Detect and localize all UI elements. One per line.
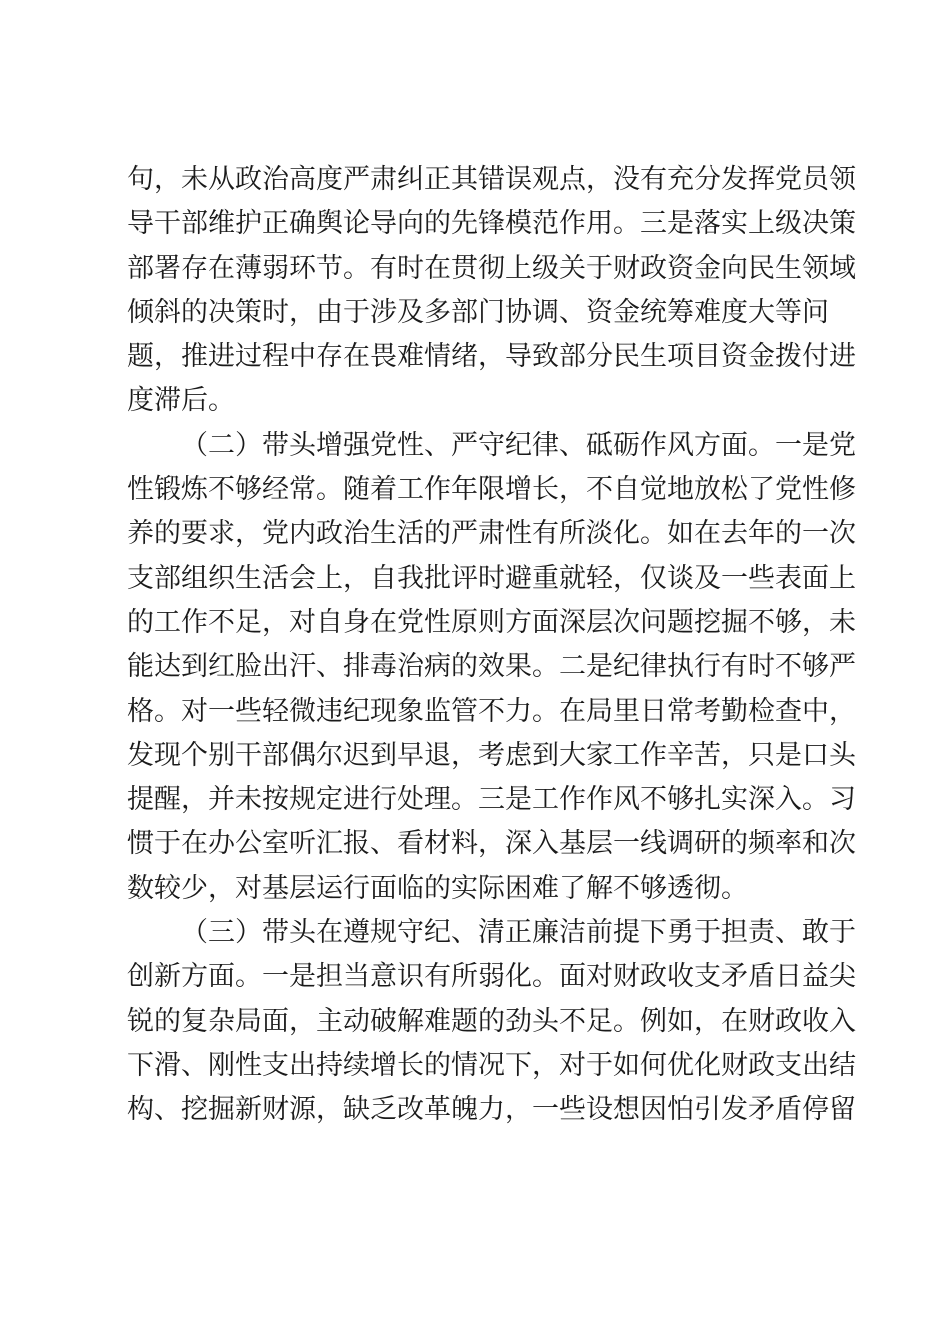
paragraph-line: 格。对一些轻微违纪现象监管不力。在局里日常考勤检查中， [127,695,856,727]
paragraph-line: 度滞后。 [127,385,235,417]
paragraph-line: 下滑、刚性支出持续增长的情况下，对于如何优化财政支出结 [127,1049,856,1081]
paragraph-line: 创新方面。一是担当意识有所弱化。面对财政收支矛盾日益尖 [127,961,856,993]
paragraph-line: 养的要求，党内政治生活的严肃性有所淡化。如在去年的一次 [127,518,856,550]
paragraph-line: 发现个别干部偶尔迟到早退，考虑到大家工作辛苦，只是口头 [127,739,856,771]
paragraph-line: 倾斜的决策时，由于涉及多部门协调、资金统筹难度大等问 [127,296,829,328]
paragraph-line: 句，未从政治高度严肃纠正其错误观点，没有充分发挥党员领 [127,164,856,195]
paragraph-line: 性锻炼不够经常。随着工作年限增长，不自觉地放松了党性修 [127,474,856,506]
paragraph-line: 提醒，并未按规定进行处理。三是工作作风不够扎实深入。习 [127,784,856,816]
paragraph-heading-line: （三）带头在遵规守纪、清正廉洁前提下勇于担责、敢于 [181,917,856,949]
paragraph-line: 能达到红脸出汗、排毒治病的效果。二是纪律执行有时不够严 [127,651,856,683]
paragraph-line: 构、挖掘新财源，缺乏改革魄力，一些设想因怕引发矛盾停留 [127,1094,856,1126]
paragraph-line: 的工作不足，对自身在党性原则方面深层次问题挖掘不够，未 [127,606,856,638]
paragraph-line: 部署存在薄弱环节。有时在贯彻上级关于财政资金向民生领域 [127,252,856,284]
paragraph-line: 惯于在办公室听汇报、看材料，深入基层一线调研的频率和次 [127,828,856,860]
paragraph-line: 数较少，对基层运行面临的实际困难了解不够透彻。 [127,872,748,904]
paragraph-heading-line: （二）带头增强党性、严守纪律、砥砺作风方面。一是党 [181,429,856,461]
paragraph-line: 导干部维护正确舆论导向的先锋模范作用。三是落实上级决策 [127,208,856,240]
paragraph-line: 锐的复杂局面，主动破解难题的劲头不足。例如，在财政收入 [127,1005,856,1037]
document-body [127,158,856,1133]
paragraph-line: 支部组织生活会上，自我批评时避重就轻，仅谈及一些表面上 [127,562,856,594]
paragraph-line: 题，推进过程中存在畏难情绪，导致部分民生项目资金拨付进 [127,341,856,373]
